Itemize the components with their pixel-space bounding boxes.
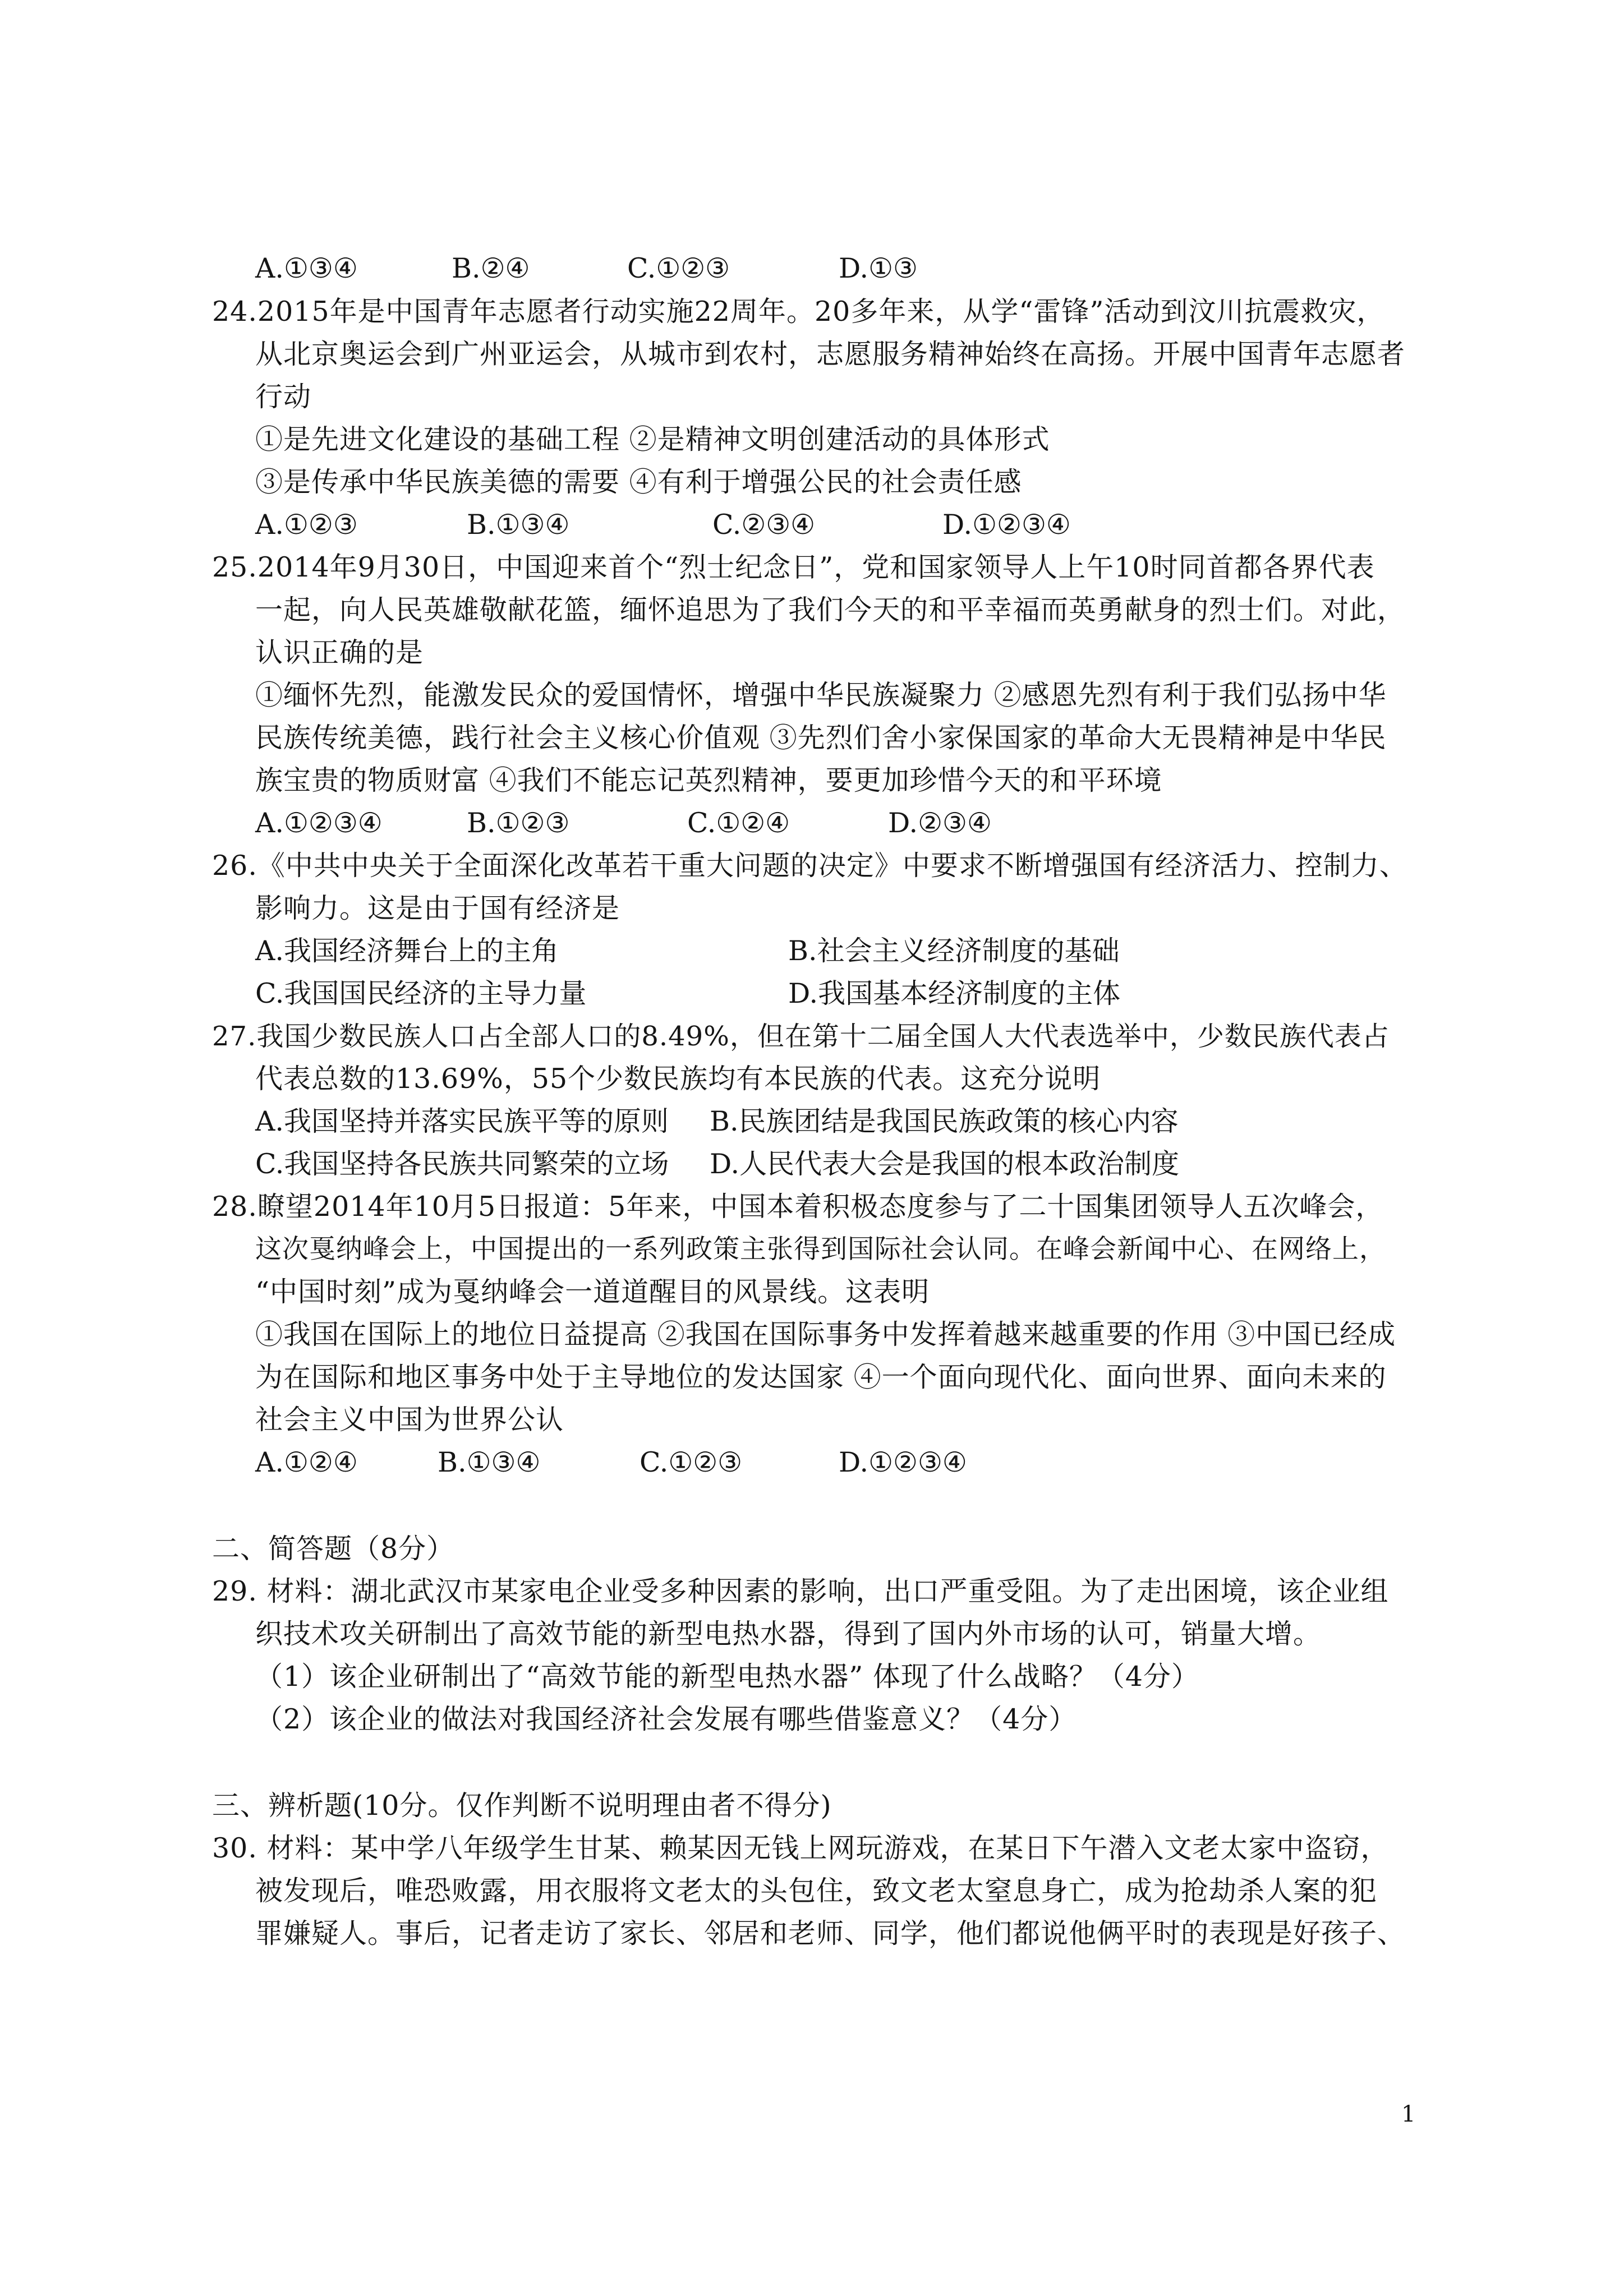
q27-option-d: D.人民代表大会是我国的根本政治制度 (710, 1148, 1180, 1180)
q23-option-a: A.①③④ (255, 252, 358, 284)
q29-stem-line: 29. 材料：湖北武汉市某家电企业受多种因素的影响，出口严重受阻。为了走出困境，该企业组 (212, 1575, 1389, 1607)
q29-sub-question: （1）该企业研制出了“高效节能的新型电热水器” 体现了什么战略？（4分） (255, 1661, 1200, 1693)
q28-option-b: B.①③④ (438, 1446, 541, 1478)
section-title: 二、简答题（8分） (212, 1533, 455, 1565)
q28-stem-line: “中国时刻”成为戛纳峰会一道道醒目的风景线。这表明 (255, 1276, 930, 1308)
q27-option-c: C.我国坚持各民族共同繁荣的立场 (255, 1148, 669, 1180)
q29-stem-line: 织技术攻关研制出了高效节能的新型电热水器，得到了国内外市场的认可，销量大增。 (255, 1618, 1322, 1650)
q27-stem-line: 代表总数的13.69%，55个少数民族均有本民族的代表。这充分说明 (255, 1063, 1101, 1095)
q25-statement-line: 民族传统美德，践行社会主义核心价值观 ③先烈们舍小家保国家的革命大无畏精神是中华民 (255, 722, 1387, 754)
q24-stem-line: 24.2015年是中国青年志愿者行动实施22周年。20多年来，从学“雷锋”活动到汶川抗震救灾， (212, 296, 1385, 328)
q24-statement-line: ①是先进文化建设的基础工程 ②是精神文明创建活动的具体形式 (255, 423, 1050, 455)
q25-stem-line: 一起，向人民英雄敬献花篮，缅怀追思为了我们今天的和平幸福而英勇献身的烈士们。对此， (255, 594, 1406, 626)
q26-option-d: D.我国基本经济制度的主体 (788, 978, 1121, 1009)
q30-stem-line: 30. 材料：某中学八年级学生甘某、赖某因无钱上网玩游戏，在某日下午潜入文老太家中盗窃， (212, 1832, 1389, 1864)
q26-option-c: C.我国国民经济的主导力量 (255, 978, 587, 1009)
q29-sub-question: （2）该企业的做法对我国经济社会发展有哪些借鉴意义？（4分） (255, 1703, 1077, 1735)
q30-stem-line: 被发现后，唯恐败露，用衣服将文老太的头包住，致文老太窒息身亡，成为抢劫杀人案的犯 (255, 1875, 1378, 1907)
q28-option-c: C.①②③ (640, 1446, 743, 1478)
q23-option-c: C.①②③ (627, 252, 730, 284)
q28-option-d: D.①②③④ (839, 1446, 967, 1478)
q27-option-a: A.我国坚持并落实民族平等的原则 (255, 1105, 669, 1137)
q23-option-d: D.①③ (839, 252, 918, 284)
q26-option-a: A.我国经济舞台上的主角 (255, 935, 559, 967)
q26-option-b: B.社会主义经济制度的基础 (788, 935, 1120, 967)
section-title: 三、辨析题(10分。仅作判断不说明理由者不得分) (212, 1790, 832, 1822)
q25-option-b: B.①②③ (467, 807, 570, 839)
q24-statement-line: ③是传承中华民族美德的需要 ④有利于增强公民的社会责任感 (255, 466, 1022, 498)
q27-stem-line: 27.我国少数民族人口占全部人口的8.49%，但在第十二届全国人大代表选举中，少数民族代表占 (212, 1021, 1390, 1052)
q25-option-d: D.②③④ (888, 807, 992, 839)
q28-statement-line: 为在国际和地区事务中处于主导地位的发达国家 ④一个面向现代化、面向世界、面向未来的 (255, 1361, 1387, 1393)
q28-statement-line: 社会主义中国为世界公认 (255, 1404, 564, 1436)
q23-option-b: B.②④ (452, 252, 530, 284)
q30-stem-line: 罪嫌疑人。事后，记者走访了家长、邻居和老师、同学，他们都说他俩平时的表现是好孩子、 (255, 1917, 1406, 1949)
q25-option-c: C.①②④ (687, 807, 790, 839)
q28-stem-line: 这次戛纳峰会上，中国提出的一系列政策主张得到国际社会认同。在峰会新闻中心、在网络上， (255, 1234, 1386, 1265)
q24-option-b: B.①③④ (467, 509, 570, 541)
q24-option-a: A.①②③ (255, 509, 358, 541)
q25-statement-line: 族宝贵的物质财富 ④我们不能忘记英烈精神，要更加珍惜今天的和平环境 (255, 764, 1162, 796)
q28-stem-line: 28.瞭望2014年10月5日报道：5年来，中国本着积极态度参与了二十国集团领导人五次峰会， (212, 1191, 1384, 1223)
q25-stem-line: 25.2014年9月30日，中国迎来首个“烈士纪念日”，党和国家领导人上午10时同首都各界代表 (212, 551, 1375, 583)
q24-option-c: C.②③④ (712, 509, 816, 541)
q26-stem-line: 26.《中共中央关于全面深化改革若干重大问题的决定》中要求不断增强国有经济活力、控制力、 (212, 850, 1407, 882)
q25-stem-line: 认识正确的是 (255, 637, 424, 668)
q26-stem-line: 影响力。这是由于国有经济是 (255, 892, 620, 924)
q24-stem-line: 从北京奥运会到广州亚运会，从城市到农村，志愿服务精神始终在高扬。开展中国青年志愿者 (255, 338, 1406, 370)
page-number: 1 (1401, 2101, 1416, 2127)
q27-option-b: B.民族团结是我国民族政策的核心内容 (710, 1105, 1179, 1137)
q24-stem-line: 行动 (255, 381, 312, 413)
q28-option-a: A.①②④ (255, 1446, 358, 1478)
q24-option-d: D.①②③④ (942, 509, 1071, 541)
q25-statement-line: ①缅怀先烈，能激发民众的爱国情怀，增强中华民族凝聚力 ②感恩先烈有利于我们弘扬中华 (255, 679, 1387, 711)
q28-statement-line: ①我国在国际上的地位日益提高 ②我国在国际事务中发挥着越来越重要的作用 ③中国已经成 (255, 1318, 1396, 1350)
q25-option-a: A.①②③④ (255, 807, 383, 839)
